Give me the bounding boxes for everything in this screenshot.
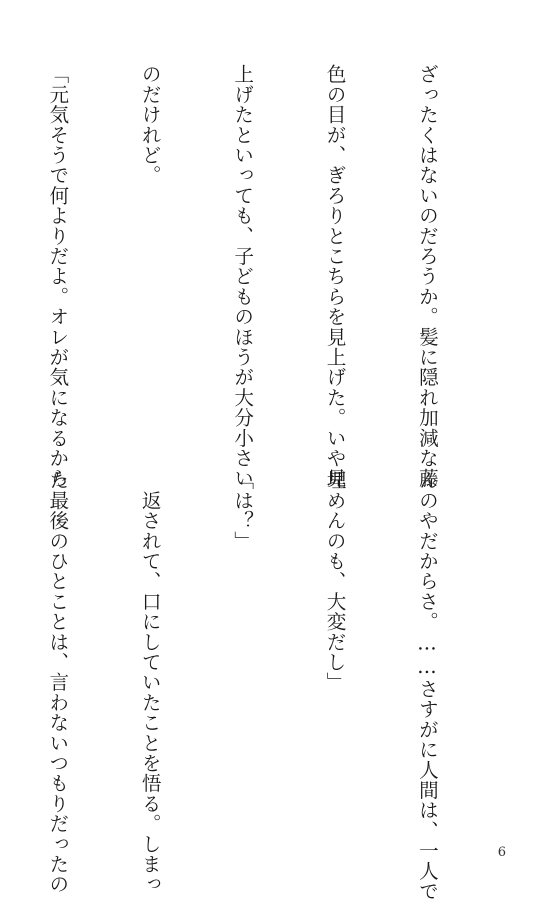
text-line: 返されて、口にしていたことを悟る。しまっ — [138, 470, 162, 895]
text-line: のだけれど。 — [138, 64, 162, 186]
text-block-lower — [45, 470, 503, 901]
text-line: 「元気そうで何よりだよ。オレが気になるから — [45, 64, 69, 489]
text-line: 埋めんのも、大変だし」 — [323, 470, 347, 693]
text-line: た最後のひとことは、言わないつもりだったの — [45, 470, 69, 895]
text-line: ざったくはないのだろうか。髪に隠れ加減な藤 — [415, 64, 439, 489]
page-number: 6 — [497, 845, 506, 860]
text-line: んのやだからさ。……さすがに人間は、一人で — [415, 470, 439, 901]
text-line: 上げたといっても、子どものほうが大分小さい — [230, 64, 254, 489]
text-line: 「は？」 — [230, 470, 254, 551]
text-block-upper — [45, 64, 503, 489]
text-line: 色の目が、ぎろりとこちらを見上げた。いや見 — [323, 64, 347, 489]
